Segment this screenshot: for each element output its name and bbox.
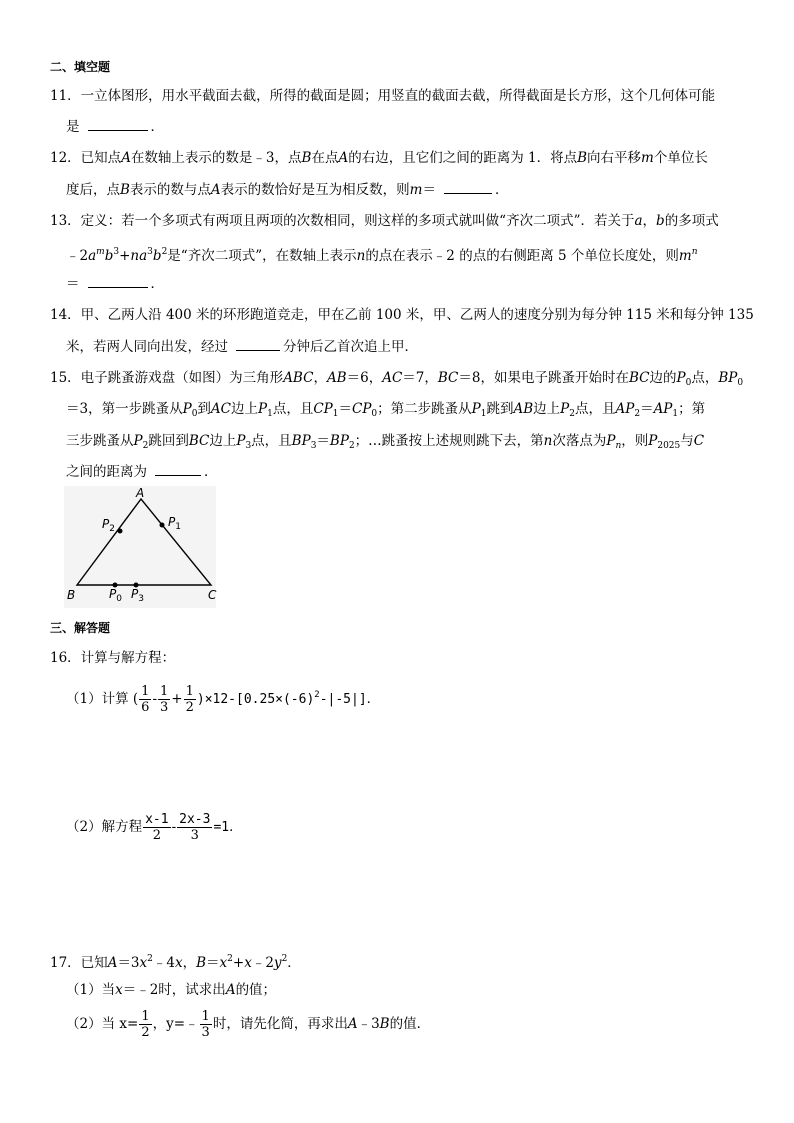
label-b: B <box>67 588 76 602</box>
text-fragment: P <box>560 401 570 417</box>
text-fragment: 跳回到 <box>148 433 189 449</box>
text-fragment: 3 <box>201 1025 210 1040</box>
text-fragment: 跳到 <box>486 401 514 417</box>
question-15-line3 <box>66 432 704 455</box>
text-fragment: 向右平移 <box>587 150 642 166</box>
text-fragment: ；第 <box>678 401 706 417</box>
text-fragment: 0 <box>737 378 744 388</box>
question-15-line4: 之间的距离为 ． <box>66 464 218 480</box>
text-fragment: 与 <box>680 433 694 449</box>
text-fragment: 17．已知 <box>50 955 108 971</box>
text-fragment: （2）当 x= <box>66 1016 139 1032</box>
text-fragment: 1 <box>141 684 150 699</box>
text-fragment: C <box>693 433 705 449</box>
text-fragment: （1）计算 <box>66 691 129 707</box>
text-fragment: 1 <box>175 522 181 532</box>
text-fragment: P <box>606 433 616 449</box>
text-fragment: P <box>648 433 658 449</box>
text-fragment: ＝8，如果电子跳蚤开始时在 <box>458 370 629 386</box>
text-fragment: =1 <box>213 820 230 835</box>
triangle-figure <box>64 486 216 608</box>
text-fragment: 2 <box>227 954 233 964</box>
text-fragment: a <box>634 213 643 229</box>
text-fragment: 0 <box>191 409 198 419</box>
fraction <box>139 1009 151 1040</box>
text-fragment: A <box>107 955 118 971</box>
text-fragment: x <box>244 955 252 971</box>
fraction <box>177 812 212 843</box>
question-17-part1 <box>66 981 276 999</box>
text-fragment: 3 <box>138 594 144 604</box>
text-fragment: AB <box>513 401 534 417</box>
text-fragment: A <box>338 150 349 166</box>
text-fragment: P <box>168 515 176 529</box>
text-fragment: x <box>115 982 123 998</box>
question-13-line1 <box>50 212 719 230</box>
text-fragment: 2025 <box>657 441 681 451</box>
fraction <box>143 812 170 843</box>
text-fragment: P <box>676 370 686 386</box>
text-fragment: CP <box>313 401 333 417</box>
question-16-title: 16．计算与解方程： <box>50 650 176 666</box>
question-15-line2 <box>66 400 705 423</box>
text-fragment: 1 <box>480 409 487 419</box>
text-fragment: n <box>130 248 140 264</box>
text-fragment: 0 <box>685 378 692 388</box>
text-fragment: A <box>347 1016 358 1032</box>
text-fragment: 2 <box>281 954 288 964</box>
text-fragment: + <box>232 955 245 971</box>
text-fragment: AP <box>615 401 635 417</box>
text-fragment: 之间的距离为 <box>66 464 147 480</box>
text-fragment: 2 <box>147 954 153 964</box>
question-11-line2: 是 ． <box>66 119 164 135</box>
answer-blank-12 <box>444 181 492 194</box>
text-fragment: BC <box>188 433 210 449</box>
text-fragment: 在点 <box>311 150 339 166</box>
text-fragment: 的点在表示﹣2 的点的右侧距离 5 个单位长度处，则 <box>365 248 679 264</box>
text-fragment: + <box>119 248 131 264</box>
text-fragment: 分钟后乙首次追上甲． <box>283 339 418 355</box>
text-fragment: ． <box>229 819 243 835</box>
answer-blank-13 <box>88 275 148 288</box>
text-fragment: P <box>109 587 117 601</box>
question-15-line1 <box>50 369 743 392</box>
text-fragment: BP <box>291 433 311 449</box>
text-fragment: P <box>133 433 143 449</box>
text-fragment: ＝ <box>640 401 654 417</box>
fraction <box>139 684 151 715</box>
answer-blank-11 <box>88 118 148 131</box>
text-fragment: A <box>210 182 221 198</box>
text-fragment: 0 <box>116 594 122 604</box>
text-fragment: 13．定义：若一个多项式有两项且两项的次数相同，则这样的多项式就叫做“齐次二项式”．若关于 <box>50 213 635 229</box>
text-fragment: 12．已知点 <box>50 150 122 166</box>
label-c: C <box>208 588 217 602</box>
question-12-line1 <box>50 149 708 167</box>
text-fragment: B <box>196 955 207 971</box>
section-answer: 三、解答题 <box>50 621 111 635</box>
question-16-part1: （1）计算 ( $\frac{1}{6}$ - $\frac{1}{3}$ + $\frac{1}{2}$ )$\times 12-[0.25\times(-6)^2-|-5|]$． <box>66 684 381 715</box>
text-fragment: 边的 <box>649 370 677 386</box>
text-fragment: P <box>131 587 139 601</box>
text-fragment: 三步跳蚤从 <box>66 433 134 449</box>
text-fragment: x-1 <box>145 812 169 827</box>
text-fragment: ， <box>182 955 197 971</box>
text-fragment: AB <box>326 370 347 386</box>
text-fragment: 2 <box>152 828 161 843</box>
text-fragment: 时，请先化简，再求出 <box>212 1016 348 1032</box>
text-fragment: BC <box>629 370 650 386</box>
text-fragment: m <box>641 150 654 166</box>
text-fragment: ﹣2 <box>251 955 274 971</box>
text-fragment: 3 <box>160 700 169 715</box>
text-fragment: ，则 <box>621 433 649 449</box>
text-fragment: 6 <box>141 700 150 715</box>
text-fragment: m <box>96 247 105 257</box>
text-fragment: B <box>120 182 130 198</box>
text-fragment: x <box>219 955 228 971</box>
question-17-line1 <box>50 950 301 972</box>
text-fragment: 是“齐次二项式”，在数轴上表示 <box>167 248 357 264</box>
answer-blank-15 <box>155 463 201 476</box>
text-fragment: AC <box>382 370 403 386</box>
text-fragment <box>96 247 105 257</box>
text-fragment: 3 <box>310 441 317 451</box>
text-fragment: 1 <box>141 1009 150 1024</box>
text-fragment: BP <box>329 433 349 449</box>
text-fragment: A <box>225 982 236 998</box>
text-fragment: BP <box>718 370 738 386</box>
fraction <box>158 684 170 715</box>
text-fragment: AP <box>653 401 673 417</box>
text-fragment: b <box>104 248 114 264</box>
question-12-line2: 度后，点B表示的数与点A表示的数恰好是互为相反数，则m＝ ． <box>66 182 509 198</box>
text-fragment: a <box>88 248 97 264</box>
text-fragment: 的值． <box>389 1016 431 1032</box>
text-fragment: 2 <box>185 700 194 715</box>
text-fragment: P <box>182 401 192 417</box>
point-p1 <box>160 523 165 528</box>
text-fragment: B <box>301 150 312 166</box>
text-fragment: 2 <box>142 441 149 451</box>
text-fragment: 2 <box>314 690 320 700</box>
text-fragment: 表示的数恰好是互为相反数，则 <box>220 182 410 198</box>
text-fragment: )×12-[0.25×(-6) <box>196 692 315 707</box>
label-p1 <box>168 515 181 532</box>
label-p2 <box>102 517 115 534</box>
text-fragment: 2 <box>141 1025 150 1040</box>
text-fragment: 2 <box>569 409 575 419</box>
text-fragment: 表示的数与点 <box>129 182 211 198</box>
text-fragment: 3 <box>190 828 199 843</box>
label-p3 <box>131 587 144 604</box>
text-fragment: ；第二步跳蚤从 <box>377 401 472 417</box>
text-fragment: P <box>102 517 110 531</box>
label-a: A <box>136 486 145 500</box>
text-fragment: 3 <box>113 247 120 257</box>
text-fragment: BC <box>437 370 459 386</box>
text-fragment: 是 <box>66 119 80 135</box>
text-fragment: 3 <box>147 247 153 257</box>
section-fill-blank: 二、填空题 <box>50 60 111 74</box>
text-fragment: ABC <box>283 370 314 386</box>
text-fragment: P <box>471 401 481 417</box>
text-fragment <box>692 247 698 257</box>
text-fragment: n <box>356 248 366 264</box>
text-fragment: ＝ <box>206 955 220 971</box>
point-p2 <box>118 529 123 534</box>
text-fragment: 点，且 <box>251 433 292 449</box>
text-fragment: 1 <box>332 409 339 419</box>
text-fragment: 的多项式 <box>664 213 719 229</box>
text-fragment: 2 <box>109 524 115 534</box>
text-fragment: （2）解方程 <box>66 819 143 835</box>
text-fragment: n <box>691 247 698 257</box>
text-fragment: 在数轴上表示的数是﹣3，点 <box>130 150 302 166</box>
text-fragment: 个单位长 <box>653 150 708 166</box>
text-fragment: 11．一立体图形，用水平截面去截，所得的截面是圆；用竖直的截面去截，所得截面是长方形，这个几何体可能 <box>50 88 716 104</box>
text-fragment: ＝ <box>66 276 80 292</box>
question-14-line1 <box>50 306 754 324</box>
text-fragment: 2 <box>348 441 355 451</box>
text-fragment: 度后，点 <box>66 182 120 198</box>
question-13-line3: ＝ ． <box>66 276 164 292</box>
text-fragment: 1 <box>160 684 169 699</box>
fraction <box>184 684 196 715</box>
text-fragment: 15．电子跳蚤游戏盘（如图）为三角形 <box>50 370 284 386</box>
text-fragment: 1 <box>672 409 679 419</box>
fraction <box>200 1009 212 1040</box>
text-fragment: ＝6， <box>346 370 383 386</box>
question-16-part2: （2）解方程 $\frac{x-1}{2}$ - $\frac{2x-3}{3}$ =1． <box>66 812 243 843</box>
text-fragment: b <box>656 213 665 229</box>
text-fragment: 点，且 <box>574 401 616 417</box>
text-fragment: P <box>236 433 246 449</box>
answer-blank-14 <box>236 338 280 351</box>
text-fragment: n <box>543 433 553 449</box>
text-fragment: -|-5|] <box>319 692 367 707</box>
text-fragment: 边上 <box>209 433 237 449</box>
text-fragment: （1）当 <box>66 982 116 998</box>
text-fragment: ﹣2 <box>66 248 89 264</box>
text-fragment: 0 <box>371 409 378 419</box>
text-fragment: ，y=﹣ <box>152 1016 199 1032</box>
text-fragment: 米，若两人同向出发，经过 <box>66 339 228 355</box>
text-fragment: AC <box>210 401 232 417</box>
text-fragment: 14．甲、乙两人沿 400 米的环形跑道竞走，甲在乙前 100 米，甲、乙两人的速度分别为每分钟 115 米和每分钟 135 <box>50 307 754 323</box>
text-fragment: 边上 <box>533 401 561 417</box>
text-fragment: 1 <box>267 409 273 419</box>
text-fragment: 点，且 <box>272 401 314 417</box>
text-fragment: ． <box>287 955 301 971</box>
question-14-line2 <box>66 338 418 356</box>
text-fragment: 的值； <box>235 982 277 998</box>
text-fragment: 点， <box>691 370 719 386</box>
text-fragment: ＝ <box>422 182 436 198</box>
text-fragment: 3 <box>245 441 252 451</box>
text-fragment: b <box>152 248 162 264</box>
text-fragment: m <box>678 248 692 264</box>
text-fragment: ＝ <box>338 401 352 417</box>
text-fragment: B <box>379 1016 390 1032</box>
text-fragment: P <box>258 401 268 417</box>
text-fragment: ， <box>642 213 657 229</box>
text-fragment: ；…跳蚤按上述规则跳下去，第 <box>354 433 544 449</box>
text-fragment: 次落点为 <box>552 433 607 449</box>
text-fragment: 到 <box>197 401 211 417</box>
text-fragment: A <box>121 150 131 166</box>
text-fragment: ＝ <box>316 433 330 449</box>
text-fragment: x <box>174 955 183 971</box>
text-fragment: 2 <box>161 247 168 257</box>
text-fragment: ＝3，第一步跳蚤从 <box>66 401 183 417</box>
text-fragment: m <box>409 182 423 198</box>
text-fragment: 2 <box>634 409 641 419</box>
text-fragment: ． <box>366 691 381 707</box>
text-fragment: 1 <box>201 1009 210 1024</box>
text-fragment: x <box>139 955 148 971</box>
question-17-part2 <box>66 1007 430 1041</box>
text-fragment: ， <box>313 370 327 386</box>
text-fragment: a <box>139 248 148 264</box>
text-fragment: ＝3 <box>117 955 140 971</box>
text-fragment: B <box>577 150 588 166</box>
text-fragment: CP <box>352 401 372 417</box>
question-13-line2 <box>66 243 697 265</box>
triangle-abc <box>77 499 211 585</box>
text-fragment: n <box>615 441 622 451</box>
text-fragment: ﹣3 <box>357 1016 380 1032</box>
label-p0 <box>109 587 122 604</box>
text-fragment: ﹣4 <box>152 955 175 971</box>
text-fragment: 1 <box>185 684 194 699</box>
question-11-line1 <box>50 87 715 105</box>
text-fragment: y <box>273 955 282 971</box>
text-fragment: 的右边，且它们之间的距离为 1．将点 <box>348 150 578 166</box>
text-fragment: 边上 <box>231 401 259 417</box>
text-fragment: 2x-3 <box>179 812 211 827</box>
text-fragment: ＝7， <box>402 370 438 386</box>
text-fragment: ＝﹣2时，试求出 <box>122 982 226 998</box>
